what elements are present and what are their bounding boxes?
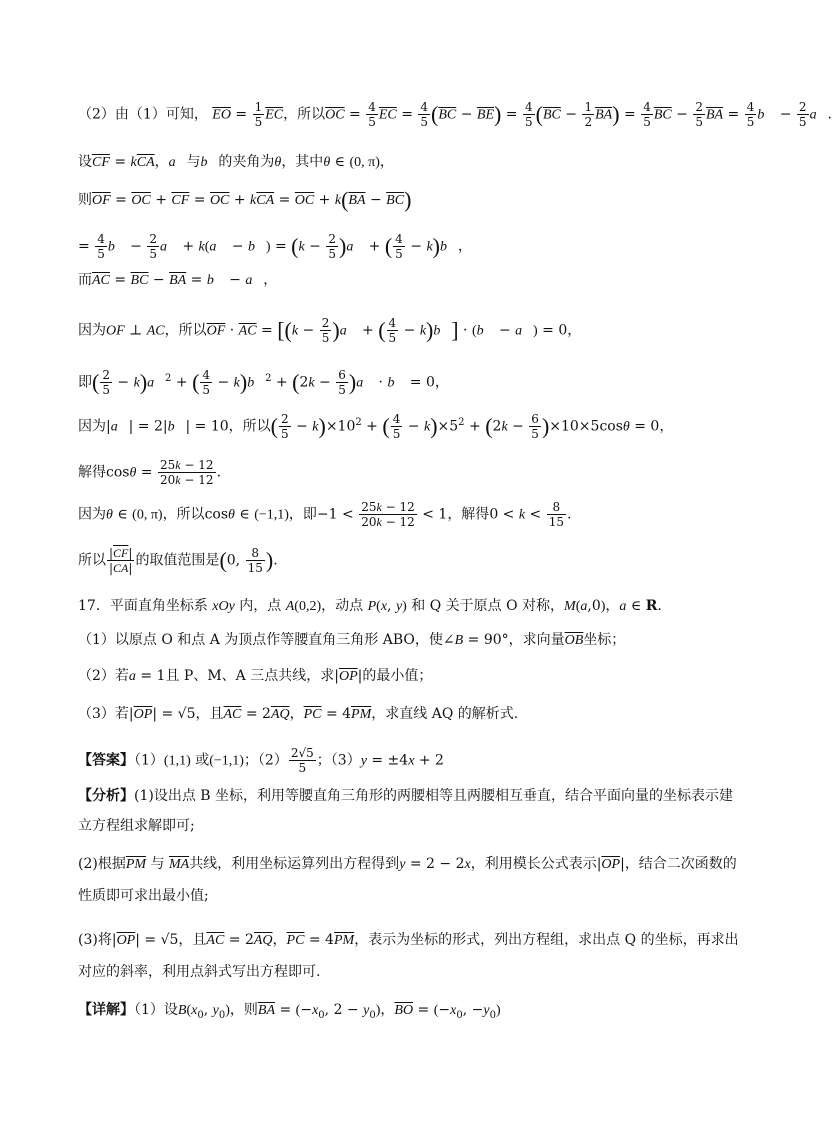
solution-line-2: 设$\overline{CF} = k\overline{CA}$，a⃗与b⃗的夹角为θ，其中θ ∈ (0, π)， (78, 154, 394, 170)
text: 与 (150, 856, 165, 872)
analysis-tag: 【分析】 (78, 788, 134, 804)
detail-tag: 【详解】 (78, 1002, 134, 1018)
text: 或 (195, 752, 210, 769)
solution-line-4: = $\frac{4}{5}$ b⃗ − $\frac{2}{5}$ a⃗ + k(a⃗ − b⃗) = (k − $\frac{2}{5}$ )a⃗ + ( $\frac{4}{5}$ − k)b⃗， (78, 232, 472, 261)
text: 的最小值； (362, 668, 433, 684)
text: ，所以 (283, 106, 326, 123)
text: 且 P、M、A 三点共线，求 (165, 668, 335, 684)
text: ，且 (178, 932, 207, 948)
text: （2）由（1）可知， (78, 106, 208, 123)
text: 而 (78, 272, 92, 288)
text: ；（3） (316, 752, 361, 769)
text: 内，点 (239, 598, 282, 614)
solution-line-7: 即( $\frac{2}{5}$ − k)a⃗$^2$ + ( $\frac{4}{5}$ − k)b⃗$^2$ + (2k − $\frac{6}{5}$ )a⃗ · b⃗ = 0， (78, 368, 449, 397)
text: 坐标； (583, 632, 626, 648)
text: ，利用模长公式表示 (470, 856, 597, 872)
question-17-stem: 17．平面直角坐标系 xOy 内，点 A(0,2)，动点 P(x, y) 和 Q 关于原点 O 对称，M(a,0)，a ∈ R. (78, 598, 662, 614)
text: 17．平面直角坐标系 (78, 598, 208, 614)
analysis-line-6 (78, 962, 740, 982)
text: 则 (78, 192, 92, 208)
text: ，求向量 (508, 632, 565, 648)
text: ，所以 (164, 322, 207, 339)
solution-line-9: 解得cosθ = $\frac{25k - 12}{20k - 12}$ . (78, 458, 222, 487)
text: （2）若 (78, 668, 129, 684)
solution-line-10: 因为θ ∈ (0, π)，所以cosθ ∈ (−1,1)，即−1 < $\frac{25k - 12}{20k - 12}$ < 1，解得0 < k < $\frac{8}{15}$ . (78, 500, 572, 529)
solution-line-8: 因为|a⃗| = 2|b⃗| = 10，所以( $\frac{2}{5}$ − $k)\times 10^2$ + ( $\frac{4}{5}$ − $k)\times 5^2 + (2k$ − $\frac{6}{5}$ )×10×5cosθ = 0， (78, 412, 674, 441)
text: 的夹角为 (218, 154, 275, 170)
text: （1） (134, 752, 164, 769)
text: ， (272, 932, 287, 948)
text: 解得 (78, 464, 106, 481)
analysis-line-5: (3)将$|\overline{OP}| = √5$，且$\overline{AC} = 2\overline{AQ}$，$\overline{PC} = 4\overline{PM}$，表示为坐标的形式，列出方程组，求出点 Q 的坐标，再求出 (78, 932, 739, 948)
text: ， (154, 154, 169, 170)
text: ，表示为坐标的形式，列出方程组，求出点 Q 的坐标，再求出 (354, 932, 739, 948)
text: ，解得 (447, 506, 490, 523)
question-17-part-2: （2）若a = 1且 P、M、A 三点共线，求$|\overline{OP}|$的最小值； (78, 668, 433, 684)
text: （3）若 (78, 706, 129, 722)
solution-line-3: 则$\overline{OF} = \overline{OC} + \overline{CF} = \overline{OC} + k\overline{CA} = \overline{OC} + k(\overline{BA} - \overline{BC})$ (78, 187, 412, 212)
text: ，则 (229, 1002, 258, 1018)
text: 所以 (78, 552, 106, 569)
text: ，所以 (162, 506, 205, 523)
text: (2)根据 (78, 856, 126, 872)
text: ，所以 (228, 418, 271, 435)
text: (1)设出点 B 坐标，利用等腰直角三角形的两腰相等且两腰相互垂直，结合平面向量的坐标表示建 (134, 788, 734, 804)
analysis-line-4 (78, 886, 740, 906)
text: 和 Q 关于原点 O 对称， (411, 598, 565, 614)
text: 因为 (78, 418, 106, 435)
solution-line-11: 所以 $\frac{|\overline{CF}|}{|\overline{CA}|}$ 的取值范围是(0, $\frac{8}{15}$ ). (78, 546, 278, 575)
text: 共线，利用坐标运算列出方程得到 (189, 856, 400, 872)
text: 性质即可求出最小值; (78, 888, 209, 904)
text: 的取值范围是 (135, 552, 220, 569)
text: ；（2） (243, 752, 288, 769)
text: 即 (78, 374, 92, 391)
text: ，动点 (321, 598, 364, 614)
text: 因为 (78, 322, 106, 339)
analysis-line-2 (78, 816, 740, 836)
answer-line: 【答案】（1）(1,1) 或(−1,1)；（2） $\frac{2√5}{5}$ ；（3）y = ±4x + 2 (78, 746, 444, 775)
text: ， (380, 1002, 395, 1018)
text: ，结合二次函数的 (624, 856, 737, 872)
text: ，其中 (281, 154, 324, 170)
analysis-line-1 (78, 786, 740, 806)
text: (3)将 (78, 932, 112, 948)
analysis-line-3: (2)根据$\overline{PM}$ 与 $\overline{MA}$共线，利用坐标运算列出方程得到y = 2 − 2x，利用模长公式表示$|\overline{OP}|$，结合二次函数的 (78, 856, 737, 872)
solution-line-6: 因为OF ⊥ AC，所以$\overline{OF} \cdot \overline{AC} = [(k$ − $\frac{2}{5}$ )a⃗ + ( $\frac{4}{5}$ − k)b⃗] · (b⃗ − a⃗) = 0， (78, 316, 582, 345)
solution-line-1: （2）由（1）可知， $\overline{EO}$ = $\frac{1}{5}$ $\overline{EC}$，所以$\overline{OC}$ = $\frac{4}{5}$ $\overline{EC}$ = $\frac{4}{5}$ $(\overline{BC} - \overline{BE})$ = $\frac{4}{5}$ ($\overline{BC}$ − $\frac{1}{2}$ $\overline{BA}$) = $\frac{4}{5}$ $\overline{BC}$ − $\frac{2}{5}$ $\overline{BA}$ = $\frac{4}{5}$ b⃗ − $\frac{2}{5}$ a⃗. (78, 100, 832, 129)
text: 因为 (78, 506, 106, 523)
text: ，即 (288, 506, 317, 523)
text: （1）设 (134, 1002, 178, 1018)
text: 立方程组求解即可; (78, 818, 195, 834)
text: 设 (78, 154, 92, 170)
text: 与 (186, 154, 201, 170)
answer-tag: 【答案】 (78, 752, 134, 769)
text: ，且 (195, 706, 224, 722)
question-17-part-1: （1）以原点 O 和点 A 为顶点作等腰直角三角形 ABO，使∠B = 90°，求向量$\overline{OB}$坐标； (78, 632, 626, 648)
text: 对应的斜率，利用点斜式写出方程即可. (78, 964, 321, 980)
question-17-part-3: （3）若$|\overline{OP}| = √5$，且$\overline{AC} = 2\overline{AQ}$，$\overline{PC} = 4\overline{PM}$，求直线 AQ 的解析式. (78, 706, 519, 722)
detail-line: 【详解】（1）设$B(x_0$, $y_0$)，则$\overline{BA} = (-x_0$, $2 - y_0$)，$\overline{BO} = (-x_0$, $-y_0$) (78, 1002, 501, 1021)
text: （1）以原点 O 和点 A 为顶点作等腰直角三角形 ABO，使 (78, 632, 443, 648)
text: ，求直线 AQ 的解析式. (371, 706, 519, 722)
solution-line-5: 而$\overline{AC} = \overline{BC} - \overline{BA}$ = b⃗ − a⃗， (78, 272, 278, 288)
